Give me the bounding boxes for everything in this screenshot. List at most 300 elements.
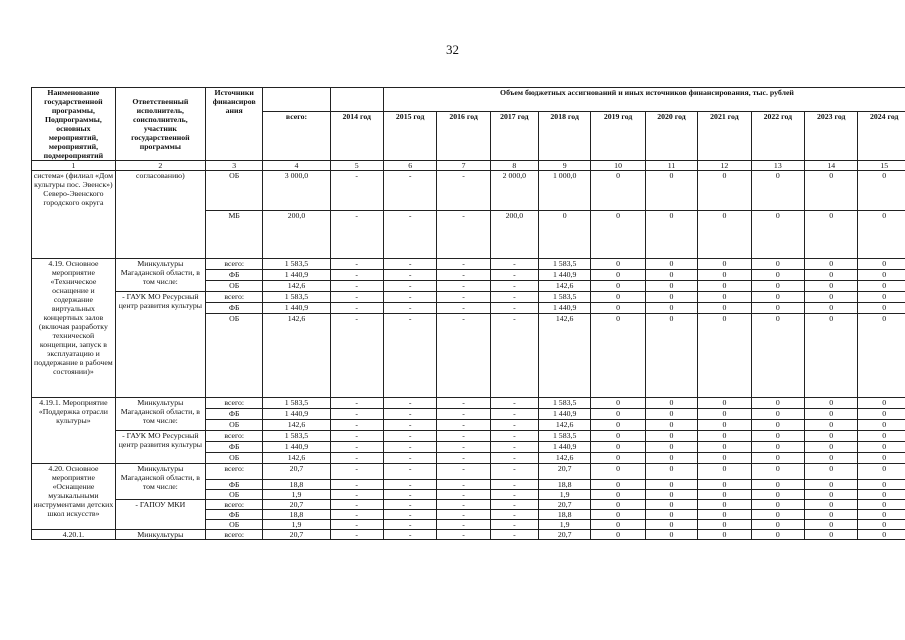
funding-value: - bbox=[490, 398, 538, 409]
funding-value: 1 583,5 bbox=[538, 398, 590, 409]
funding-value: 0 bbox=[805, 500, 858, 510]
funding-value: 0 bbox=[698, 530, 751, 540]
funding-value: - bbox=[330, 398, 383, 409]
funding-value: 1 440,9 bbox=[538, 442, 590, 453]
funding-value: 0 bbox=[645, 409, 697, 420]
funding-value: 0 bbox=[858, 520, 905, 530]
funding-value: - bbox=[383, 520, 436, 530]
funding-value: - bbox=[383, 420, 436, 431]
funding-value: - bbox=[330, 453, 383, 464]
funding-value: 0 bbox=[698, 409, 751, 420]
funding-value: 0 bbox=[591, 510, 645, 520]
column-number: 10 bbox=[591, 161, 645, 171]
funding-value: 1 440,9 bbox=[538, 303, 590, 314]
funding-value: 0 bbox=[645, 480, 697, 490]
funding-value: - bbox=[490, 431, 538, 442]
funding-value: 0 bbox=[858, 510, 905, 520]
funding-value: - bbox=[383, 530, 436, 540]
header-name: Наименование государственной программы, Подпрограммы, основных мероприятий, мероприятий, подмероприятий bbox=[32, 88, 116, 161]
funding-value: - bbox=[490, 259, 538, 270]
funding-value: 0 bbox=[698, 270, 751, 281]
funding-source: всего: bbox=[205, 259, 263, 270]
funding-value: 0 bbox=[751, 281, 804, 292]
funding-value: - bbox=[437, 520, 490, 530]
header-year: 2018 год bbox=[538, 112, 590, 161]
table-row bbox=[32, 171, 905, 211]
item-name: 4.20.1. bbox=[32, 530, 116, 540]
funding-value: - bbox=[383, 171, 436, 211]
funding-value: - bbox=[330, 314, 383, 398]
funding-value: 0 bbox=[751, 453, 804, 464]
funding-value: 20,7 bbox=[263, 530, 330, 540]
funding-value: 0 bbox=[751, 520, 804, 530]
funding-value: 0 bbox=[591, 530, 645, 540]
funding-value: 0 bbox=[591, 453, 645, 464]
funding-value: 0 bbox=[805, 420, 858, 431]
funding-value: 0 bbox=[805, 398, 858, 409]
funding-value: 0 bbox=[751, 464, 804, 480]
funding-value: 0 bbox=[698, 442, 751, 453]
funding-value: - bbox=[330, 520, 383, 530]
funding-value: 0 bbox=[751, 420, 804, 431]
header-year: 2021 год bbox=[698, 112, 751, 161]
funding-value: - bbox=[490, 480, 538, 490]
funding-value: - bbox=[437, 292, 490, 303]
funding-value: 0 bbox=[751, 500, 804, 510]
funding-value: 0 bbox=[751, 171, 804, 211]
funding-value: 0 bbox=[805, 211, 858, 259]
funding-value: - bbox=[383, 490, 436, 500]
funding-value: - bbox=[330, 510, 383, 520]
funding-value: 0 bbox=[858, 480, 905, 490]
funding-value: 1 583,5 bbox=[538, 259, 590, 270]
funding-value: 1 583,5 bbox=[538, 292, 590, 303]
funding-value: - bbox=[330, 464, 383, 480]
funding-value: 0 bbox=[751, 510, 804, 520]
funding-value: - bbox=[490, 420, 538, 431]
funding-value: 1 440,9 bbox=[263, 409, 330, 420]
funding-value: - bbox=[490, 490, 538, 500]
table-row bbox=[32, 292, 905, 303]
table-row bbox=[32, 259, 905, 270]
header-year: 2022 год bbox=[751, 112, 804, 161]
table-row bbox=[32, 530, 905, 540]
funding-value: 0 bbox=[858, 409, 905, 420]
funding-value: 0 bbox=[858, 530, 905, 540]
funding-value: 0 bbox=[805, 480, 858, 490]
column-number: 11 bbox=[645, 161, 697, 171]
funding-value: 0 bbox=[698, 500, 751, 510]
funding-value: 200,0 bbox=[490, 211, 538, 259]
funding-value: 0 bbox=[698, 420, 751, 431]
funding-value: 1,9 bbox=[538, 520, 590, 530]
header-year: 2017 год bbox=[490, 112, 538, 161]
funding-value: 0 bbox=[858, 303, 905, 314]
column-number: 9 bbox=[538, 161, 590, 171]
column-number: 15 bbox=[858, 161, 905, 171]
funding-value: - bbox=[383, 303, 436, 314]
table-row bbox=[32, 464, 905, 480]
funding-value: 0 bbox=[591, 398, 645, 409]
funding-source: всего: bbox=[205, 398, 263, 409]
funding-value: 0 bbox=[751, 314, 804, 398]
column-number: 1 bbox=[32, 161, 116, 171]
funding-value: - bbox=[437, 314, 490, 398]
funding-value: 1 583,5 bbox=[263, 259, 330, 270]
funding-value: 0 bbox=[645, 464, 697, 480]
funding-value: 0 bbox=[645, 453, 697, 464]
funding-value: 0 bbox=[591, 259, 645, 270]
funding-value: - bbox=[383, 409, 436, 420]
funding-value: 0 bbox=[858, 270, 905, 281]
funding-value: - bbox=[330, 292, 383, 303]
funding-value: 0 bbox=[591, 431, 645, 442]
column-number: 14 bbox=[805, 161, 858, 171]
funding-value: 0 bbox=[698, 211, 751, 259]
funding-value: 0 bbox=[858, 259, 905, 270]
funding-value: 0 bbox=[698, 303, 751, 314]
funding-value: 1 000,0 bbox=[538, 171, 590, 211]
funding-value: 0 bbox=[591, 303, 645, 314]
responsible-executor: - ГАУК МО Ресурсный центр развития культуры bbox=[115, 292, 205, 398]
funding-source: всего: bbox=[205, 530, 263, 540]
funding-value: - bbox=[437, 409, 490, 420]
header-responsible: Ответственный исполнитель, соисполнитель, участник государственной программы bbox=[115, 88, 205, 161]
funding-source: всего: bbox=[205, 500, 263, 510]
funding-value: - bbox=[490, 530, 538, 540]
funding-value: 1 583,5 bbox=[263, 292, 330, 303]
funding-value: - bbox=[490, 292, 538, 303]
funding-value: 0 bbox=[645, 281, 697, 292]
funding-value: 142,6 bbox=[538, 314, 590, 398]
responsible-executor: согласованию) bbox=[115, 171, 205, 259]
funding-value: - bbox=[490, 510, 538, 520]
funding-source: ФБ bbox=[205, 442, 263, 453]
funding-value: - bbox=[383, 398, 436, 409]
funding-value: 0 bbox=[591, 211, 645, 259]
funding-source: всего: bbox=[205, 292, 263, 303]
funding-value: 0 bbox=[645, 398, 697, 409]
funding-value: - bbox=[330, 211, 383, 259]
header-year: 2019 год bbox=[591, 112, 645, 161]
funding-value: - bbox=[383, 211, 436, 259]
funding-value: 0 bbox=[805, 292, 858, 303]
funding-value: - bbox=[437, 270, 490, 281]
funding-source: ФБ bbox=[205, 303, 263, 314]
funding-value: 0 bbox=[805, 281, 858, 292]
table-row bbox=[32, 500, 905, 510]
header-sources: Источники финансиров ания bbox=[205, 88, 263, 161]
funding-value: - bbox=[330, 480, 383, 490]
funding-value: 0 bbox=[698, 453, 751, 464]
funding-value: 0 bbox=[698, 292, 751, 303]
funding-value: - bbox=[437, 281, 490, 292]
funding-value: 0 bbox=[645, 171, 697, 211]
funding-value: - bbox=[490, 442, 538, 453]
funding-value: - bbox=[383, 453, 436, 464]
funding-value: - bbox=[490, 409, 538, 420]
column-number: 7 bbox=[437, 161, 490, 171]
funding-value: - bbox=[437, 464, 490, 480]
funding-value: 0 bbox=[805, 303, 858, 314]
funding-value: 1 583,5 bbox=[538, 431, 590, 442]
funding-value: 0 bbox=[645, 442, 697, 453]
funding-value: 0 bbox=[858, 171, 905, 211]
funding-value: 0 bbox=[645, 420, 697, 431]
funding-value: 142,6 bbox=[538, 420, 590, 431]
funding-value: 0 bbox=[591, 520, 645, 530]
funding-value: - bbox=[437, 480, 490, 490]
funding-value: 0 bbox=[751, 303, 804, 314]
funding-value: 0 bbox=[698, 171, 751, 211]
funding-value: 0 bbox=[751, 211, 804, 259]
funding-value: - bbox=[490, 303, 538, 314]
funding-source: ОБ bbox=[205, 171, 263, 211]
funding-value: 0 bbox=[698, 398, 751, 409]
funding-value: 18,8 bbox=[538, 480, 590, 490]
funding-source: ФБ bbox=[205, 480, 263, 490]
funding-value: - bbox=[437, 500, 490, 510]
header-total: всего: bbox=[263, 112, 330, 161]
funding-value: 0 bbox=[858, 442, 905, 453]
funding-value: 20,7 bbox=[538, 530, 590, 540]
funding-source: всего: bbox=[205, 464, 263, 480]
funding-source: ОБ bbox=[205, 281, 263, 292]
funding-value: 0 bbox=[805, 510, 858, 520]
column-number: 12 bbox=[698, 161, 751, 171]
funding-value: 0 bbox=[698, 480, 751, 490]
funding-source: ФБ bbox=[205, 270, 263, 281]
funding-value: - bbox=[490, 453, 538, 464]
funding-value: 0 bbox=[591, 292, 645, 303]
funding-value: - bbox=[330, 420, 383, 431]
funding-value: 0 bbox=[591, 281, 645, 292]
funding-value: 0 bbox=[805, 259, 858, 270]
funding-value: - bbox=[437, 510, 490, 520]
funding-value: - bbox=[383, 292, 436, 303]
funding-value: 0 bbox=[805, 270, 858, 281]
funding-value: 142,6 bbox=[263, 420, 330, 431]
funding-value: - bbox=[330, 431, 383, 442]
column-number: 5 bbox=[330, 161, 383, 171]
funding-value: 0 bbox=[645, 303, 697, 314]
funding-value: 0 bbox=[698, 259, 751, 270]
column-number: 8 bbox=[490, 161, 538, 171]
header-year: 2020 год bbox=[645, 112, 697, 161]
funding-value: - bbox=[330, 490, 383, 500]
funding-value: 0 bbox=[751, 442, 804, 453]
funding-value: 1,9 bbox=[263, 490, 330, 500]
funding-value: 0 bbox=[591, 480, 645, 490]
funding-source: ОБ bbox=[205, 420, 263, 431]
header-empty-1 bbox=[263, 88, 330, 112]
funding-source: МБ bbox=[205, 211, 263, 259]
funding-value: - bbox=[490, 281, 538, 292]
funding-value: 18,8 bbox=[263, 510, 330, 520]
funding-value: 0 bbox=[805, 490, 858, 500]
funding-value: 0 bbox=[858, 420, 905, 431]
item-name: система» (филиал «Дом культуры пос. Эвенск») Северо-Эвенского городского округа bbox=[32, 171, 116, 259]
funding-value: - bbox=[383, 281, 436, 292]
column-number: 3 bbox=[205, 161, 263, 171]
funding-value: - bbox=[383, 480, 436, 490]
column-number: 13 bbox=[751, 161, 804, 171]
funding-value: 0 bbox=[751, 480, 804, 490]
funding-source: ФБ bbox=[205, 510, 263, 520]
funding-value: 0 bbox=[805, 409, 858, 420]
header-funding-title: Объем бюджетных ассигнований и иных источников финансирования, тыс. рублей bbox=[383, 88, 905, 112]
funding-value: 0 bbox=[805, 314, 858, 398]
funding-value: 0 bbox=[591, 464, 645, 480]
funding-value: 0 bbox=[645, 530, 697, 540]
funding-value: - bbox=[437, 490, 490, 500]
funding-value: 1 440,9 bbox=[263, 442, 330, 453]
funding-value: 0 bbox=[698, 520, 751, 530]
funding-value: 1 440,9 bbox=[263, 303, 330, 314]
funding-value: 0 bbox=[805, 520, 858, 530]
budget-table bbox=[31, 87, 905, 540]
funding-value: - bbox=[330, 303, 383, 314]
funding-value: 0 bbox=[751, 409, 804, 420]
funding-value: 0 bbox=[858, 398, 905, 409]
funding-value: 0 bbox=[591, 420, 645, 431]
funding-value: 0 bbox=[858, 453, 905, 464]
funding-value: 0 bbox=[591, 490, 645, 500]
funding-value: - bbox=[330, 171, 383, 211]
funding-value: 0 bbox=[805, 464, 858, 480]
funding-source: всего: bbox=[205, 431, 263, 442]
responsible-executor: Минкультуры Магаданской области, в том числе: bbox=[115, 464, 205, 500]
funding-source: ОБ bbox=[205, 314, 263, 398]
funding-value: 0 bbox=[645, 292, 697, 303]
page-number: 32 bbox=[446, 42, 459, 57]
funding-value: 0 bbox=[858, 464, 905, 480]
header-empty-2 bbox=[330, 88, 383, 112]
funding-value: 0 bbox=[858, 500, 905, 510]
funding-value: - bbox=[383, 464, 436, 480]
funding-value: - bbox=[437, 171, 490, 211]
funding-value: 0 bbox=[751, 292, 804, 303]
funding-value: 1,9 bbox=[538, 490, 590, 500]
funding-source: ОБ bbox=[205, 453, 263, 464]
funding-value: - bbox=[330, 409, 383, 420]
funding-value: 0 bbox=[645, 490, 697, 500]
header-year: 2015 год bbox=[383, 112, 436, 161]
funding-value: 0 bbox=[538, 211, 590, 259]
funding-value: 0 bbox=[698, 464, 751, 480]
funding-value: - bbox=[490, 500, 538, 510]
funding-value: - bbox=[330, 270, 383, 281]
funding-value: - bbox=[437, 442, 490, 453]
funding-source: ОБ bbox=[205, 490, 263, 500]
funding-value: 0 bbox=[805, 171, 858, 211]
funding-value: 1 583,5 bbox=[263, 398, 330, 409]
funding-value: 142,6 bbox=[263, 281, 330, 292]
funding-value: - bbox=[330, 500, 383, 510]
funding-value: - bbox=[383, 314, 436, 398]
funding-value: 0 bbox=[698, 431, 751, 442]
funding-value: - bbox=[383, 500, 436, 510]
funding-value: 142,6 bbox=[263, 314, 330, 398]
responsible-executor: Минкультуры Магаданской области, в том числе: bbox=[115, 259, 205, 292]
column-numbers-row bbox=[32, 161, 905, 171]
funding-value: 18,8 bbox=[538, 510, 590, 520]
funding-value: - bbox=[383, 270, 436, 281]
funding-value: 0 bbox=[751, 270, 804, 281]
responsible-executor: - ГАУК МО Ресурсный центр развития культуры bbox=[115, 431, 205, 464]
item-name: 4.20. Основное мероприятие «Оснащение музыкальными инструментами детских школ искусств» bbox=[32, 464, 116, 530]
funding-value: - bbox=[437, 420, 490, 431]
funding-value: 200,0 bbox=[263, 211, 330, 259]
item-name: 4.19. Основное мероприятие «Техническое оснащение и содержание виртуальных концертных залов (включая разработку технической концепции, запуск в эксплуатацию и поддержание в рабочем состоянии)» bbox=[32, 259, 116, 398]
funding-value: 142,6 bbox=[538, 453, 590, 464]
funding-value: 20,7 bbox=[538, 500, 590, 510]
funding-value: 0 bbox=[858, 431, 905, 442]
item-name: 4.19.1. Мероприятие «Поддержка отрасли культуры» bbox=[32, 398, 116, 464]
funding-value: 0 bbox=[698, 490, 751, 500]
funding-value: - bbox=[383, 431, 436, 442]
funding-value: 142,6 bbox=[538, 281, 590, 292]
funding-value: 0 bbox=[591, 500, 645, 510]
funding-value: 0 bbox=[698, 314, 751, 398]
funding-value: 0 bbox=[858, 211, 905, 259]
funding-value: 0 bbox=[645, 259, 697, 270]
funding-value: 0 bbox=[591, 442, 645, 453]
funding-value: 2 000,0 bbox=[490, 171, 538, 211]
table-row bbox=[32, 398, 905, 409]
responsible-executor: - ГАПОУ МКИ bbox=[115, 500, 205, 530]
funding-value: 0 bbox=[645, 270, 697, 281]
funding-value: - bbox=[437, 211, 490, 259]
funding-value: 0 bbox=[645, 211, 697, 259]
funding-value: 0 bbox=[591, 409, 645, 420]
funding-value: 0 bbox=[645, 500, 697, 510]
funding-value: 0 bbox=[751, 530, 804, 540]
funding-value: - bbox=[383, 259, 436, 270]
funding-value: 3 000,0 bbox=[263, 171, 330, 211]
funding-value: 0 bbox=[645, 510, 697, 520]
funding-value: 0 bbox=[858, 292, 905, 303]
funding-value: - bbox=[437, 530, 490, 540]
funding-value: 0 bbox=[751, 259, 804, 270]
funding-value: 0 bbox=[645, 431, 697, 442]
header-year: 2023 год bbox=[805, 112, 858, 161]
funding-value: - bbox=[437, 431, 490, 442]
funding-value: - bbox=[383, 510, 436, 520]
funding-value: 0 bbox=[591, 314, 645, 398]
column-number: 2 bbox=[115, 161, 205, 171]
funding-value: - bbox=[490, 314, 538, 398]
funding-value: - bbox=[330, 530, 383, 540]
funding-value: - bbox=[437, 398, 490, 409]
responsible-executor: Минкультуры bbox=[115, 530, 205, 540]
funding-value: - bbox=[383, 442, 436, 453]
funding-value: 18,8 bbox=[263, 480, 330, 490]
funding-value: - bbox=[330, 259, 383, 270]
funding-value: 1 440,9 bbox=[263, 270, 330, 281]
funding-value: - bbox=[490, 520, 538, 530]
funding-value: 0 bbox=[645, 520, 697, 530]
table-row bbox=[32, 431, 905, 442]
funding-value: 0 bbox=[805, 442, 858, 453]
funding-source: ФБ bbox=[205, 409, 263, 420]
header-year: 2024 год bbox=[858, 112, 905, 161]
funding-value: 1,9 bbox=[263, 520, 330, 530]
funding-source: ОБ bbox=[205, 520, 263, 530]
funding-value: 0 bbox=[698, 281, 751, 292]
funding-value: 20,7 bbox=[263, 500, 330, 510]
funding-value: 1 440,9 bbox=[538, 409, 590, 420]
